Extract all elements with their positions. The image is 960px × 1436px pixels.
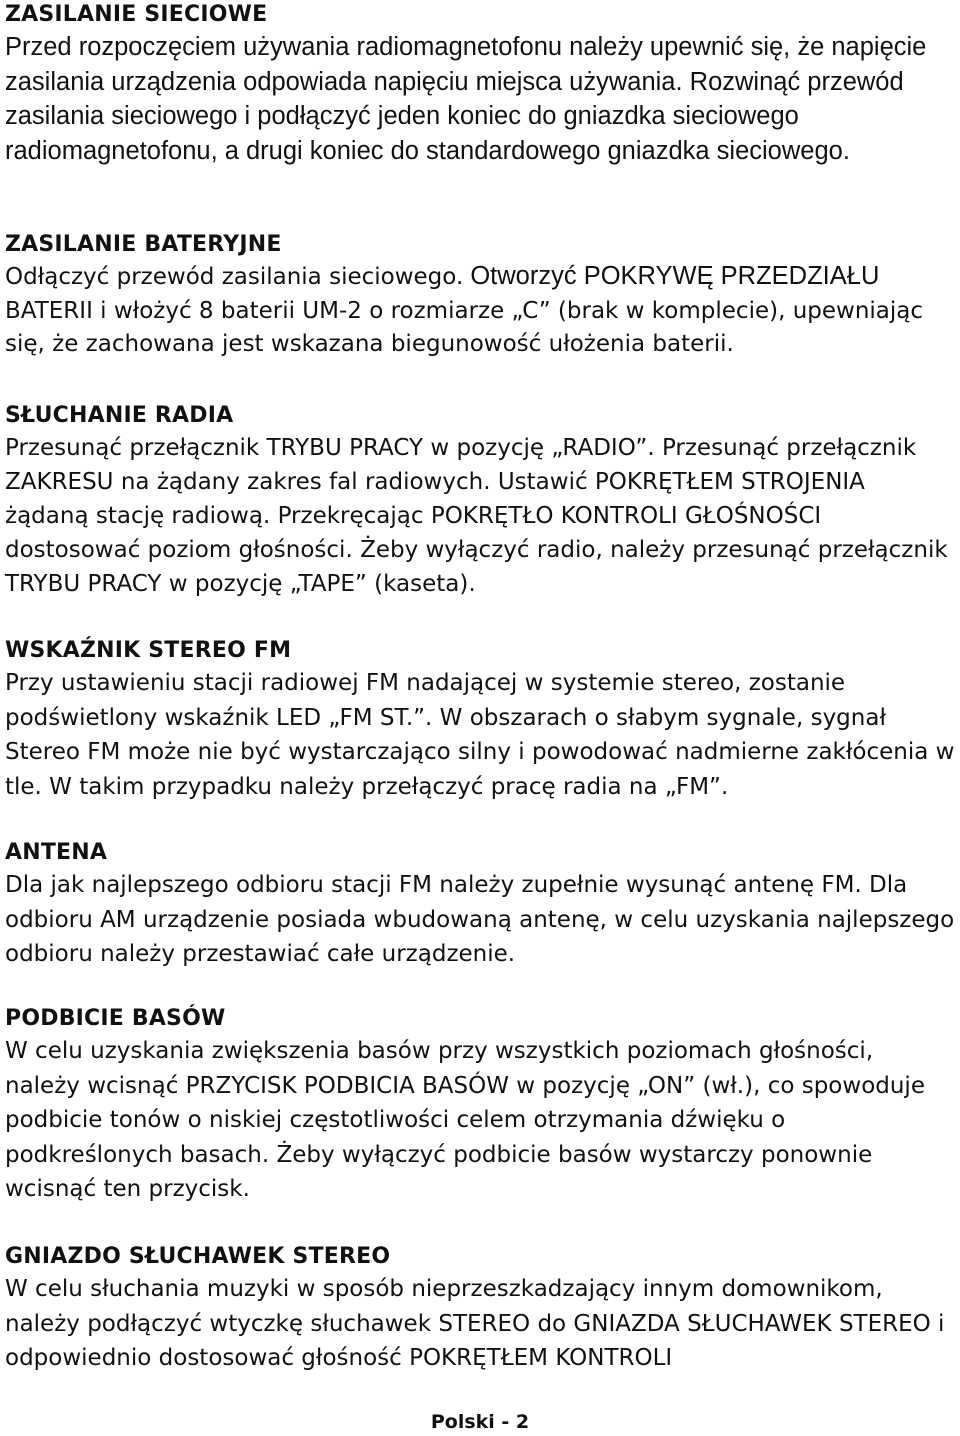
section-heading: ZASILANIE BATERYJNE [5, 232, 282, 257]
section-body: Przy ustawieniu stacji radiowej FM nadającej w systemie stereo, zostanie podświetlony wskaźnik LED „FM ST.”. W obszarach o słabym sygnale, sygnał Stereo FM może nie być wystarczająco silny i powodować nadmierne zakłócenia w tle. W takim przypadku należy przełączyć pracę radia na „FM”. [5, 670, 955, 800]
section-antenna [5, 838, 955, 972]
section-heading: ANTENA [5, 840, 108, 865]
section-heading: GNIAZDO SŁUCHAWEK STEREO [5, 1244, 391, 1269]
section-heading: ZASILANIE SIECIOWE [5, 2, 268, 27]
section-body-part: Otworzyć POKRYWĘ PRZEDZIAŁU [463, 262, 880, 290]
section-headphone-jack [5, 1242, 955, 1376]
section-body-part: BATERII i włożyć 8 baterii UM-2 o rozmiarze „C” (brak w komplecie), upewniając się, że zachowana jest wskazana biegunowość ułożenia baterii. [5, 297, 924, 357]
section-heading: SŁUCHANIE RADIA [5, 403, 234, 428]
section-body-part: Odłączyć przewód zasilania sieciowego. [5, 264, 464, 290]
section-battery-power [5, 230, 955, 362]
section-body: W celu słuchania muzyki w sposób nieprzeszkadzający innym domownikom, należy podłączyć wtyczkę słuchawek STEREO do GNIAZDA SŁUCHAWEK STEREO i odpowiednio dostosować głośność POKRĘTŁEM KONTROLI [5, 1276, 945, 1371]
section-fm-stereo-indicator [5, 636, 955, 804]
section-body: Przesunąć przełącznik TRYBU PRACY w pozycję „RADIO”. Przesunąć przełącznik ZAKRESU na żądany zakres fal radiowych. Ustawić POKRĘTŁEM STROJENIA żądaną stację radiową. Przekręcając POKRĘTŁO KONTROLI GŁOŚNOŚCI dostosować poziom głośności. Żeby wyłączyć radio, należy przesunąć przełącznik TRYBU PRACY w pozycję „TAPE” (kaseta). [5, 435, 948, 597]
section-body: Przed rozpoczęciem używania radiomagnetofonu należy upewnić się, że napięcie zasilania urządzenia odpowiada napięciu miejsca używania. Rozwinąć przewód zasilania sieciowego i podłączyć jeden koniec do gniazdka sieciowego radiomagnetofonu, a drugi koniec do standardowego gniazdka sieciowego. [5, 33, 927, 165]
section-bass-boost [5, 1004, 955, 1207]
section-body [5, 260, 955, 362]
section-radio-listening [5, 401, 955, 601]
section-heading: WSKAŹNIK STEREO FM [5, 638, 292, 663]
section-body: Dla jak najlepszego odbioru stacji FM należy zupełnie wysunąć antenę FM. Dla odbioru AM urządzenie posiada wbudowaną antenę, w celu uzyskania najlepszego odbioru należy przestawiać całe urządzenie. [5, 872, 955, 967]
section-mains-power [5, 0, 955, 168]
section-body: W celu uzyskania zwiększenia basów przy wszystkich poziomach głośności, należy wcisnąć PRZYCISK PODBICIA BASÓW w pozycję „ON” (wł.), co spowoduje podbicie tonów o niskiej częstotliwości celem otrzymania dźwięku o podkreślonych basach. Żeby wyłączyć podbicie basów wystarczy ponownie wcisnąć ten przycisk. [5, 1038, 925, 1202]
page-footer: Polski - 2 [430, 1411, 530, 1433]
section-heading: PODBICIE BASÓW [5, 1006, 226, 1031]
